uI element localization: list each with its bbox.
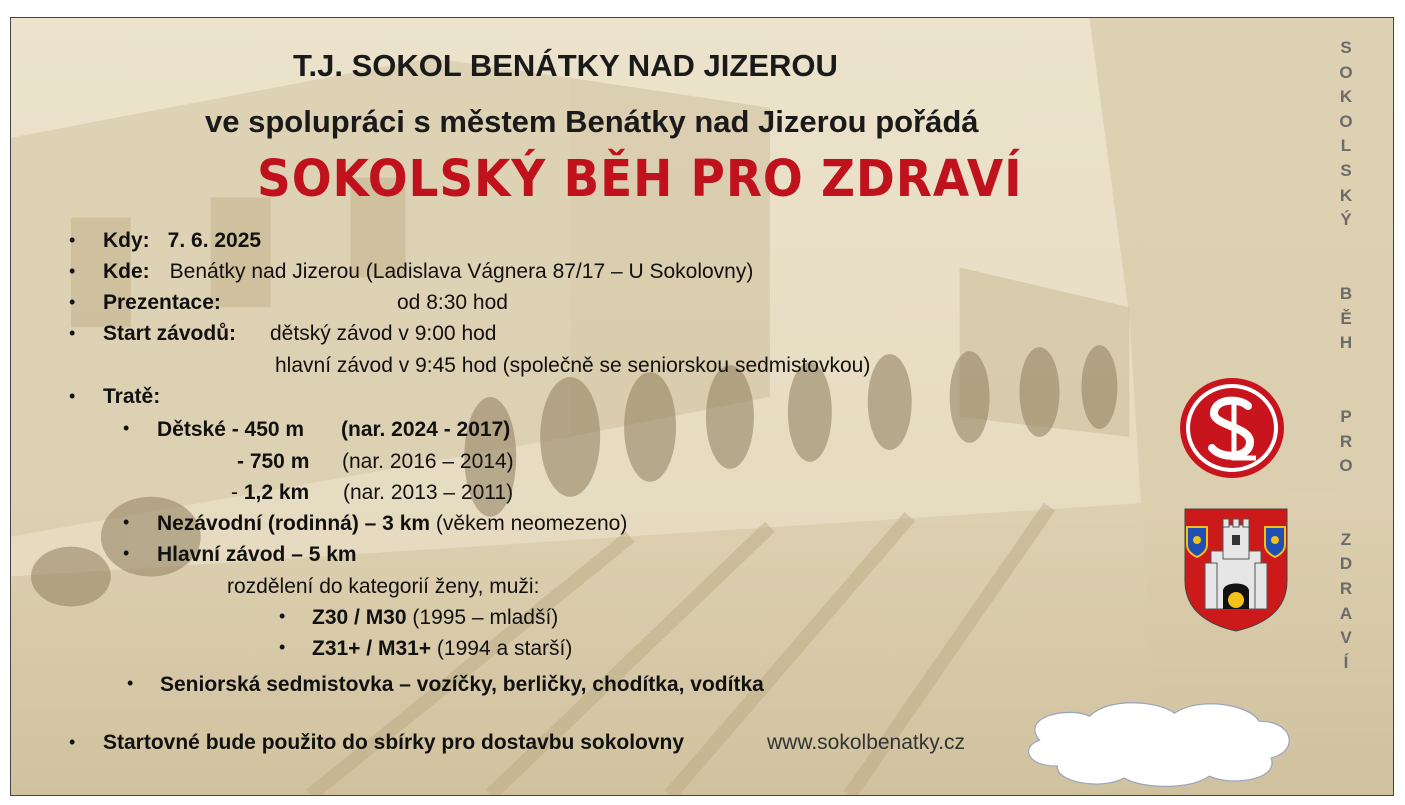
bullet-icon: • (123, 512, 130, 532)
registration-label: Prezentace: (103, 291, 221, 314)
vertical-letter: L (1340, 136, 1352, 156)
vertical-letter: Z (1340, 529, 1352, 549)
entry-fee-text: Startovné bude použito do sbírky pro dostavbu sokolovny (103, 731, 685, 754)
track-kids-450-years-row (341, 417, 510, 443)
vertical-letter: Í (1343, 652, 1349, 672)
tracks-label: Tratě: (103, 385, 161, 408)
category-z31 (312, 636, 572, 662)
organizer-heading: T.J. SOKOL BENÁTKY NAD JIZEROU (293, 48, 838, 83)
track-kids-450 (157, 417, 304, 443)
info-when (103, 228, 261, 254)
vertical-letter: S (1340, 160, 1352, 180)
vertical-letter: A (1339, 603, 1353, 623)
when-label: Kdy: (103, 229, 150, 252)
track-kids-12-row (231, 480, 309, 506)
track-kids-450-years: (nar. 2024 - 2017) (341, 418, 511, 441)
category-z30-label: Z30 / M30 (312, 606, 407, 629)
track-main (157, 542, 357, 568)
track-family-label: Nezávodní (rodinná) – 3 km (157, 512, 431, 535)
bullet-icon: • (123, 418, 130, 438)
category-z31-note: (1994 a starší) (436, 637, 573, 660)
info-registration-label-row (103, 290, 221, 316)
poster (10, 17, 1394, 796)
start-label: Start závodů: (103, 322, 237, 345)
bullet-icon: • (69, 292, 76, 312)
where-label: Kde: (103, 260, 150, 283)
town-coat-of-arms-icon (1183, 507, 1289, 633)
start-value-kids: dětský závod v 9:00 hod (270, 322, 497, 345)
vertical-letter: O (1339, 456, 1353, 476)
bullet-icon: • (69, 386, 76, 406)
start-value-main: hlavní závod v 9:45 hod (společně se seniorskou sedmistovkou) (275, 354, 871, 377)
where-value: Benátky nad Jizerou (Ladislava Vágnera 87/17 – U Sokolovny) (169, 260, 754, 283)
track-family (157, 511, 627, 537)
website-link[interactable]: www.sokolbenatky.cz (767, 731, 966, 754)
cooperation-heading: ve spolupráci s městem Benátky nad Jizerou pořádá (205, 104, 979, 139)
registration-value: od 8:30 hod (397, 291, 508, 314)
when-value: 7. 6. 2025 (167, 229, 262, 252)
vertical-letter: Ě (1340, 308, 1352, 328)
vertical-title (1331, 36, 1361, 675)
vertical-letter: R (1339, 431, 1353, 451)
category-z30 (312, 605, 558, 631)
bullet-icon: • (69, 323, 76, 343)
bullet-icon: • (69, 732, 76, 752)
tracks-label-row (103, 384, 160, 410)
info-start-label-row (103, 321, 236, 347)
bullet-icon: • (279, 637, 286, 657)
senior-race (160, 672, 764, 698)
event-title: SOKOLSKÝ BĚH PRO ZDRAVÍ (257, 150, 1023, 209)
vertical-letter: K (1339, 185, 1353, 205)
track-main-label: Hlavní závod – 5 km (157, 543, 357, 566)
track-kids-12-label: 1,2 km (243, 481, 310, 504)
category-z30-note: (1995 – mladší) (412, 606, 559, 629)
vertical-letter: V (1340, 628, 1352, 648)
track-kids-750-row (237, 449, 309, 475)
bullet-icon: • (69, 261, 76, 281)
track-kids-12-years: (nar. 2013 – 2011) (343, 481, 514, 504)
sokol-logo-icon (1178, 376, 1286, 480)
vertical-letter: H (1339, 333, 1353, 353)
track-kids-750-label: - 750 m (237, 450, 310, 473)
bullet-icon: • (279, 606, 286, 626)
senior-race-label: Seniorská sedmistovka – vozíčky, berličky, chodítka, vodítka (160, 673, 764, 696)
vertical-letter: B (1339, 283, 1353, 303)
bullet-icon: • (127, 673, 134, 693)
bullet-icon: • (69, 230, 76, 250)
vertical-letter: K (1339, 87, 1353, 107)
vertical-letter: O (1339, 111, 1353, 131)
vertical-letter: D (1339, 554, 1353, 574)
track-kids-750-years: (nar. 2016 – 2014) (342, 450, 514, 473)
info-where (103, 259, 753, 285)
categories-text: rozdělení do kategorií ženy, muži: (227, 575, 540, 598)
entry-fee-row (103, 730, 684, 756)
track-kids-12-dash: - (231, 481, 238, 504)
track-kids-450-label: Dětské - 450 m (157, 418, 305, 441)
vertical-letter: R (1339, 579, 1353, 599)
vertical-letter: Ý (1340, 210, 1352, 230)
vertical-letter: P (1340, 406, 1352, 426)
category-z31-label: Z31+ / M31+ (312, 637, 432, 660)
vertical-letter: O (1339, 62, 1353, 82)
track-family-note: (věkem neomezeno) (435, 512, 628, 535)
vertical-letter: S (1340, 38, 1352, 57)
bullet-icon: • (123, 543, 130, 563)
